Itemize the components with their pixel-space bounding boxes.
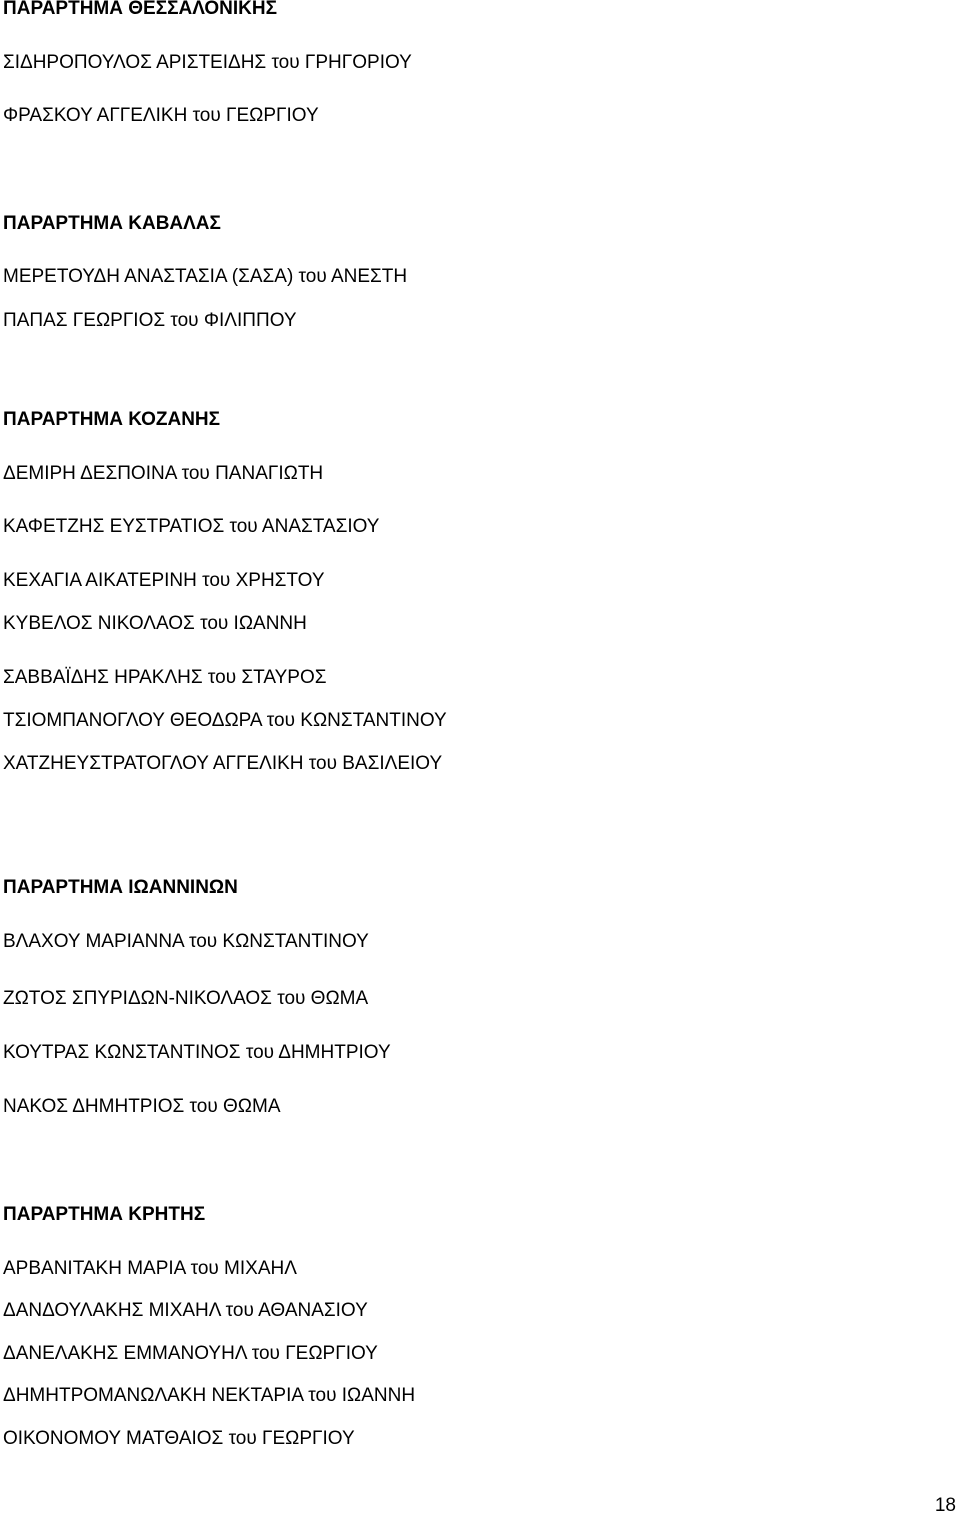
list-item: ΖΩΤΟΣ ΣΠΥΡΙΔΩΝ-ΝΙΚΟΛΑΟΣ του ΘΩΜΑ (3, 988, 369, 1009)
list-item: ΔΕΜΙΡΗ ΔΕΣΠΟΙΝΑ του ΠΑΝΑΓΙΩΤΗ (3, 463, 324, 484)
list-item: ΠΑΠΑΣ ΓΕΩΡΓΙΟΣ του ΦΙΛΙΠΠΟΥ (3, 310, 297, 331)
page-number: 18 (934, 1495, 956, 1516)
list-item: ΔΑΝΔΟΥΛΑΚΗΣ ΜΙΧΑΗΛ του ΑΘΑΝΑΣΙΟΥ (3, 1300, 368, 1321)
list-item: ΟΙΚΟΝΟΜΟΥ ΜΑΤΘΑΙΟΣ του ΓΕΩΡΓΙΟΥ (3, 1428, 355, 1449)
list-item: ΚΕΧΑΓΙΑ ΑΙΚΑΤΕΡΙΝΗ του ΧΡΗΣΤΟΥ (3, 570, 325, 591)
list-item: ΧΑΤΖΗΕΥΣΤΡΑΤΟΓΛΟΥ ΑΓΓΕΛΙΚΗ του ΒΑΣΙΛΕΙΟΥ (3, 753, 443, 774)
list-item: ΑΡΒΑΝΙΤΑΚΗ ΜΑΡΙΑ του ΜΙΧΑΗΛ (3, 1258, 297, 1279)
list-item: ΒΛΑΧΟΥ ΜΑΡΙΑΝΝΑ του ΚΩΝΣΤΑΝΤΙΝΟΥ (3, 931, 369, 952)
section-heading-thessaloniki: ΠΑΡΑΡΤΗΜΑ ΘΕΣΣΑΛΟΝΙΚΗΣ (3, 0, 278, 19)
list-item: ΚΑΦΕΤΖΗΣ ΕΥΣΤΡΑΤΙΟΣ του ΑΝΑΣΤΑΣΙΟΥ (3, 516, 380, 537)
section-heading-kozani: ΠΑΡΑΡΤΗΜΑ ΚΟΖΑΝΗΣ (3, 409, 221, 430)
section-heading-ioannina: ΠΑΡΑΡΤΗΜΑ ΙΩΑΝΝΙΝΩΝ (3, 877, 238, 898)
list-item: ΔΗΜΗΤΡΟΜΑΝΩΛΑΚΗ ΝΕΚΤΑΡΙΑ του ΙΩΑΝΝΗ (3, 1385, 416, 1406)
section-heading-kavala: ΠΑΡΑΡΤΗΜΑ ΚΑΒΑΛΑΣ (3, 213, 221, 234)
list-item: ΚΥΒΕΛΟΣ ΝΙΚΟΛΑΟΣ του ΙΩΑΝΝΗ (3, 613, 307, 634)
list-item: ΚΟΥΤΡΑΣ ΚΩΝΣΤΑΝΤΙΝΟΣ του ΔΗΜΗΤΡΙΟΥ (3, 1042, 391, 1063)
list-item: ΦΡΑΣΚΟΥ ΑΓΓΕΛΙΚΗ του ΓΕΩΡΓΙΟΥ (3, 105, 319, 126)
list-item: ΤΣΙΟΜΠΑΝΟΓΛΟΥ ΘΕΟΔΩΡΑ του ΚΩΝΣΤΑΝΤΙΝΟΥ (3, 710, 447, 731)
list-item: ΝΑΚΟΣ ΔΗΜΗΤΡΙΟΣ του ΘΩΜΑ (3, 1096, 281, 1117)
list-item: ΜΕΡΕΤΟΥΔΗ ΑΝΑΣΤΑΣΙΑ (ΣΑΣΑ) του ΑΝΕΣΤΗ (3, 266, 408, 287)
list-item: ΣΙΔΗΡΟΠΟΥΛΟΣ ΑΡΙΣΤΕΙΔΗΣ του ΓΡΗΓΟΡΙΟΥ (3, 52, 412, 73)
list-item: ΣΑΒΒΑΪΔΗΣ ΗΡΑΚΛΗΣ του ΣΤΑΥΡΟΣ (3, 667, 327, 688)
section-heading-crete: ΠΑΡΑΡΤΗΜΑ ΚΡΗΤΗΣ (3, 1204, 206, 1225)
list-item: ΔΑΝΕΛΑΚΗΣ ΕΜΜΑΝΟΥΗΛ του ΓΕΩΡΓΙΟΥ (3, 1343, 378, 1364)
